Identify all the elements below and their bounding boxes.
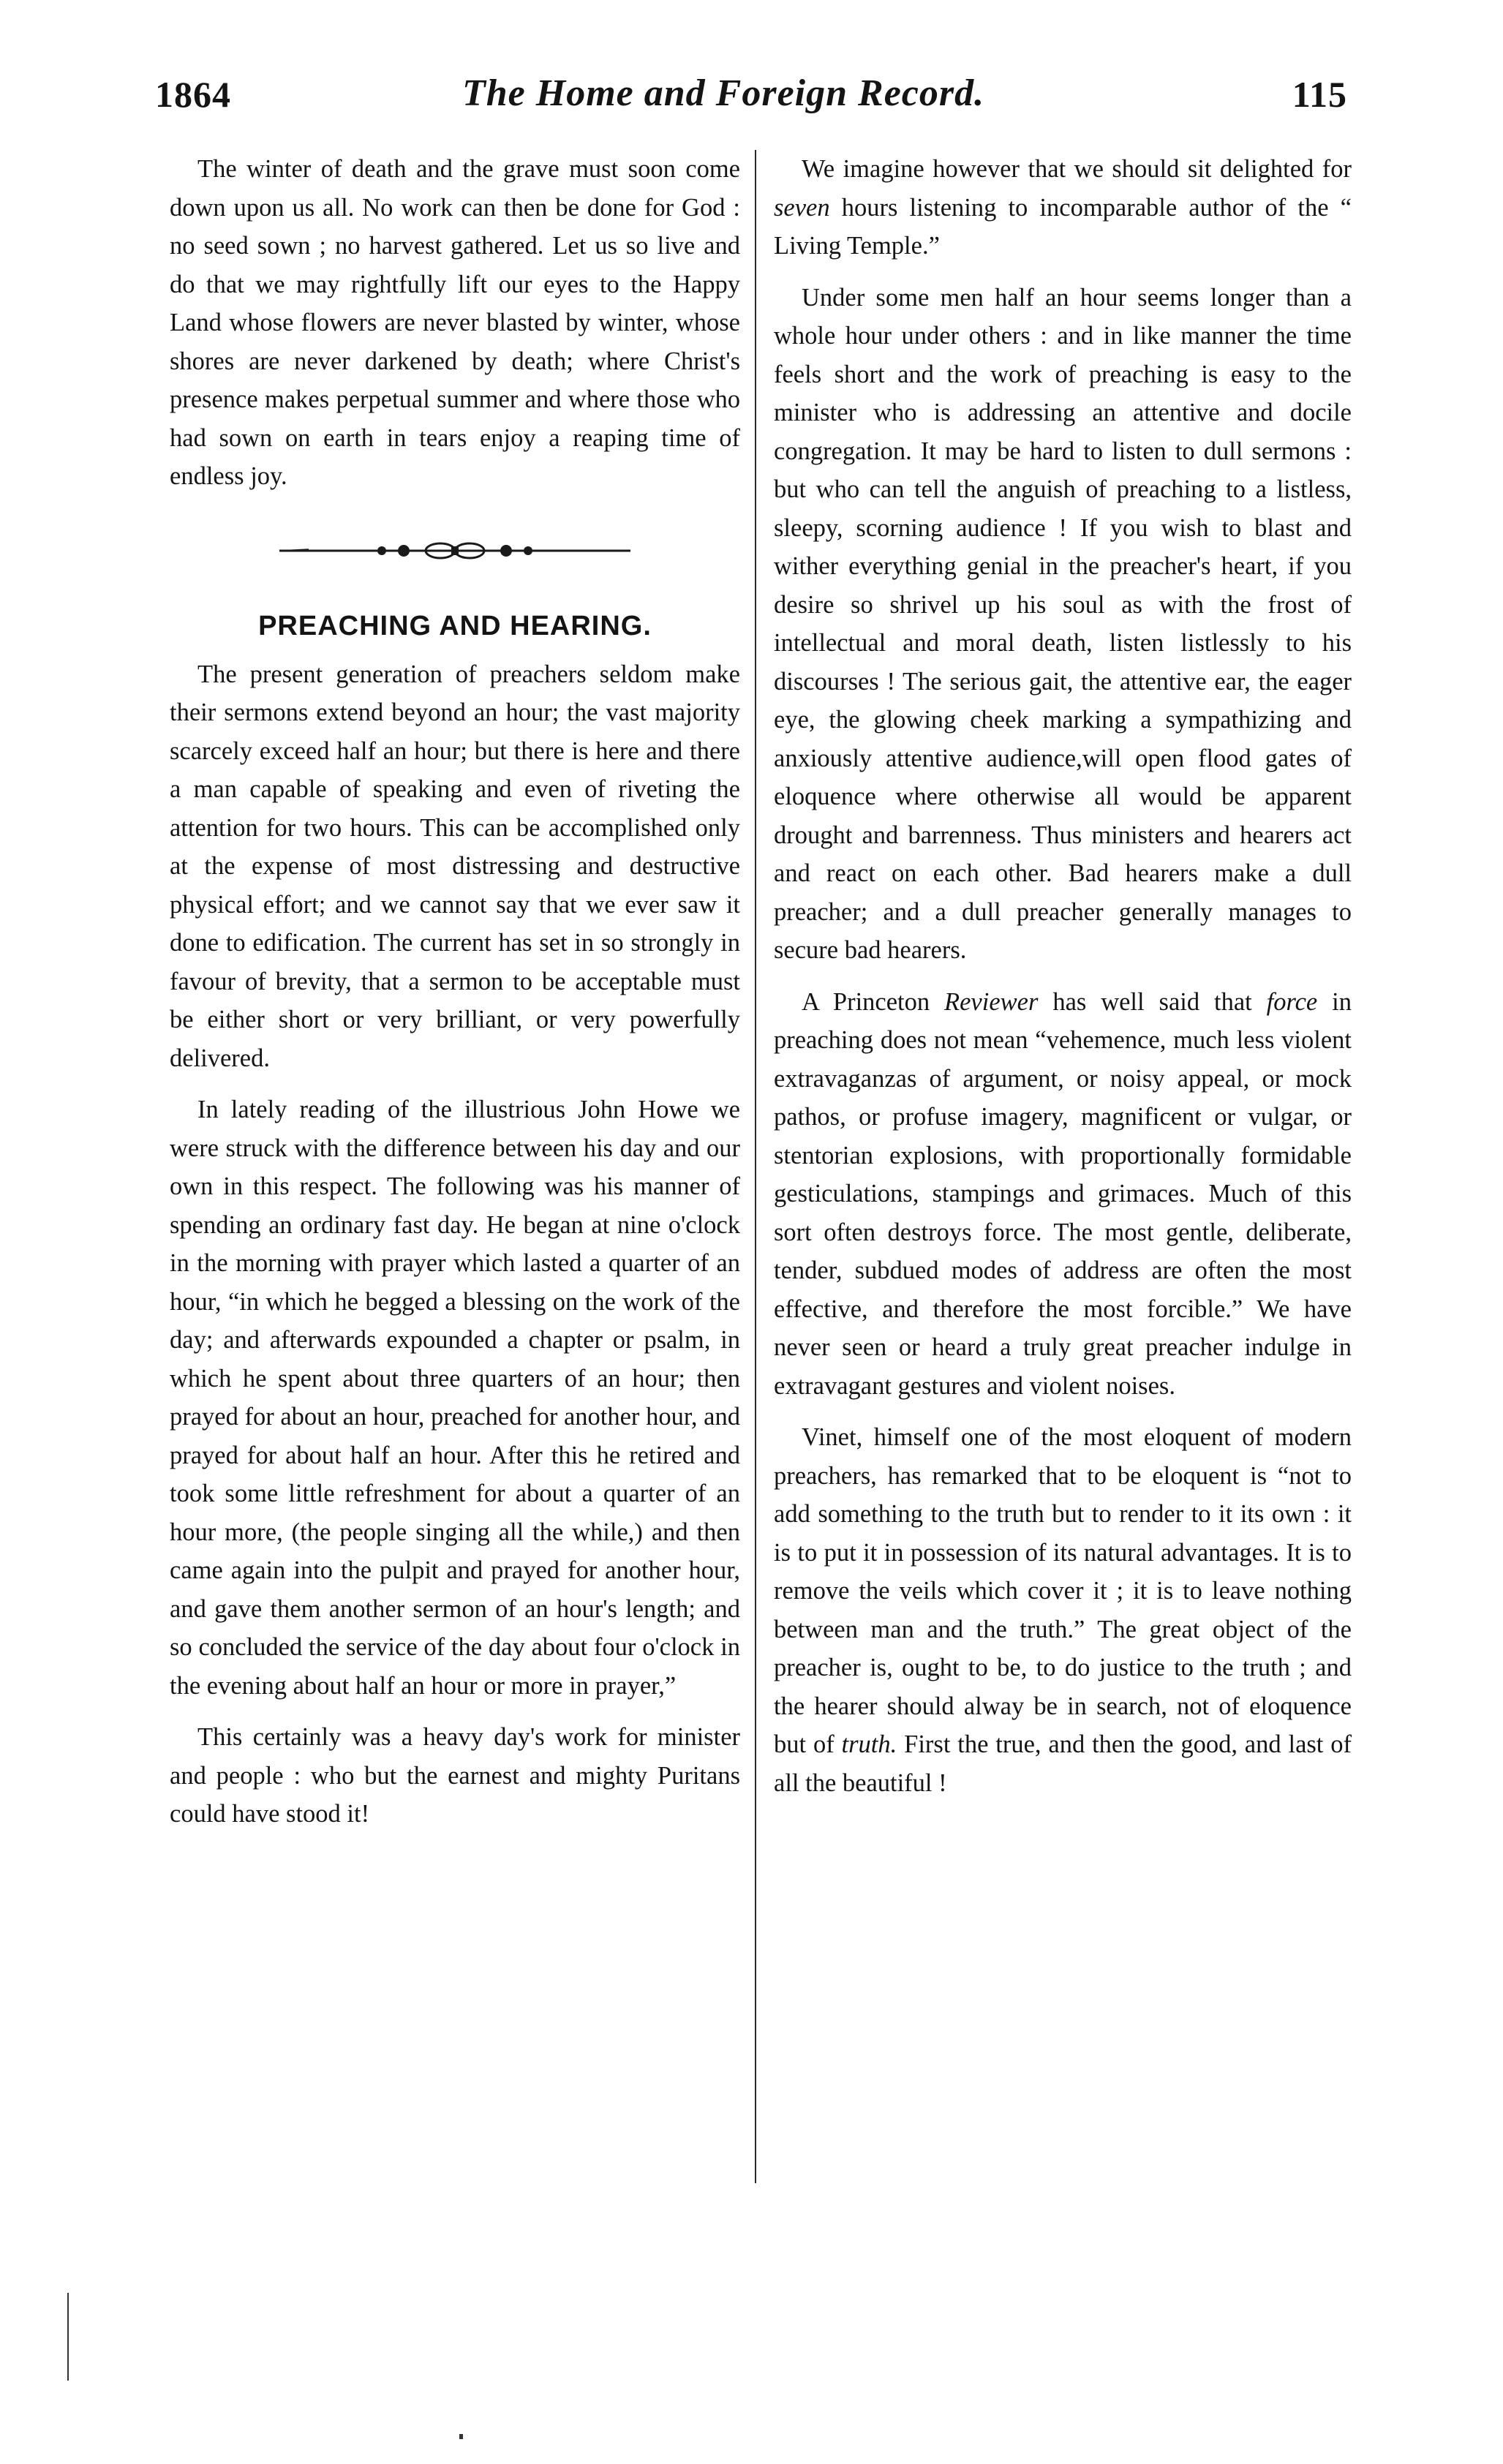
decorative-rule-icon [170,522,740,579]
left-column [170,150,740,1847]
right-column [774,150,1352,1815]
body-paragraph: This certainly was a heavy day's work for minister and people : who but the earnest and mighty Puritans could have stood it! [170,1723,740,1828]
column-divider [755,150,756,2183]
section-heading: PREACHING AND HEARING. [258,610,652,641]
body-paragraph: Vinet, himself one of the most eloquent of modern preachers, has remarked that to be eloquent is “not to add something to the truth but to render to it its own : it is to put it in possession of its natural advantages. It is to remove the veils which cover it ; it is to leave nothing between man and the truth.” The great object of the preacher is, ought to be, to do justice to the truth ; and the hearer should alway be in search, not of eloquence but of truth. First the true, and then the good, and last of all the beautiful ! [774,1423,1352,1797]
scan-mark [67,2293,69,2381]
body-paragraph: The present generation of preachers seldom make their sermons extend beyond an hour; the vast majority scarcely exceed half an hour; but there is here and there a man capable of speaking and even of riveting the attention for two hours. This can be accomplished only at the expense of most distressing and destructive physical effort; and we cannot say that we ever saw it done to edification. The current has set in so strongly in favour of brevity, that a sermon to be acceptable must be either short or very brilliant, or very powerfully delivered. [170,660,740,1072]
journal-title: The Home and Foreign Record. [462,72,985,114]
intro-paragraph: The winter of death and the grave must soon come down upon us all. No work can then be done for God : no seed sown ; no harvest gathered. Let us so live and do that we may rightfully lift our eyes to the Happy Land whose flowers are never blasted by winter, whose shores are never darkened by death; where Christ's presence makes perpetual summer and where those who had sown on earth in tears enjoy a reaping time of endless joy. [170,155,740,490]
body-paragraph: A Princeton Reviewer has well said that force in preaching does not mean “vehemence, much less violent extravaganzas of argument, or noisy appeal, or mock pathos, or profuse imagery, magnificent or vulgar, or stentorian explosions, with proportionally formidable gesticulations, stampings and grimaces. Much of this sort often destroys force. The most gentle, deliberate, tender, subdued modes of address are often the most effective, and therefore the most forcible.” We have never seen or heard a truly great preacher indulge in extravagant gestures and violent noises. [774,987,1352,1400]
header-year: 1864 [155,74,231,115]
body-paragraph: We imagine however that we should sit delighted for seven hours listening to incomparable author of the “ Living Temple.” [774,155,1352,260]
page-header [155,73,1347,117]
page-number: 115 [1292,74,1347,115]
body-paragraph: Under some men half an hour seems longer than a whole hour under others : and in like manner the time feels short and the work of preaching is easy to the minister who is addressing an attentive and docile congregation. It may be hard to listen to dull sermons : but who can tell the anguish of preaching to a listless, sleepy, scorning audience ! If you wish to blast and wither everything genial in the preacher's heart, if you desire so shrivel up his soul as with the frost of intellectual and moral death, listen listlessly to his discourses ! The serious gait, the attentive ear, the eager eye, the glowing cheek marking a sympathizing and anxiously attentive audience,will open flood gates of eloquence where otherwise all would be apparent drought and barrenness. Thus ministers and hearers act and react on each other. Bad hearers make a dull preacher; and a dull preacher generally manages to secure bad hearers. [774,283,1352,964]
body-paragraph: In lately reading of the illustrious John Howe we were struck with the difference between his day and our own in this respect. The following was his manner of spending an ordinary fast day. He began at nine o'clock in the morning with prayer which lasted a quarter of an hour, “in which he begged a blessing on the work of the day; and afterwards expounded a chapter or psalm, in which he spent about three quarters of an hour; then prayed for about an hour, preached for another hour, and prayed for about half an hour. After this he retired and took some little refreshment for about a quarter of an hour more, (the people singing all the while,) and then came again into the pulpit and prayed for another hour, and gave them another sermon of an hour's length; and so concluded the service of the day about four o'clock in the evening about half an hour or more in prayer,” [170,1096,740,1700]
scan-mark [459,2434,463,2439]
